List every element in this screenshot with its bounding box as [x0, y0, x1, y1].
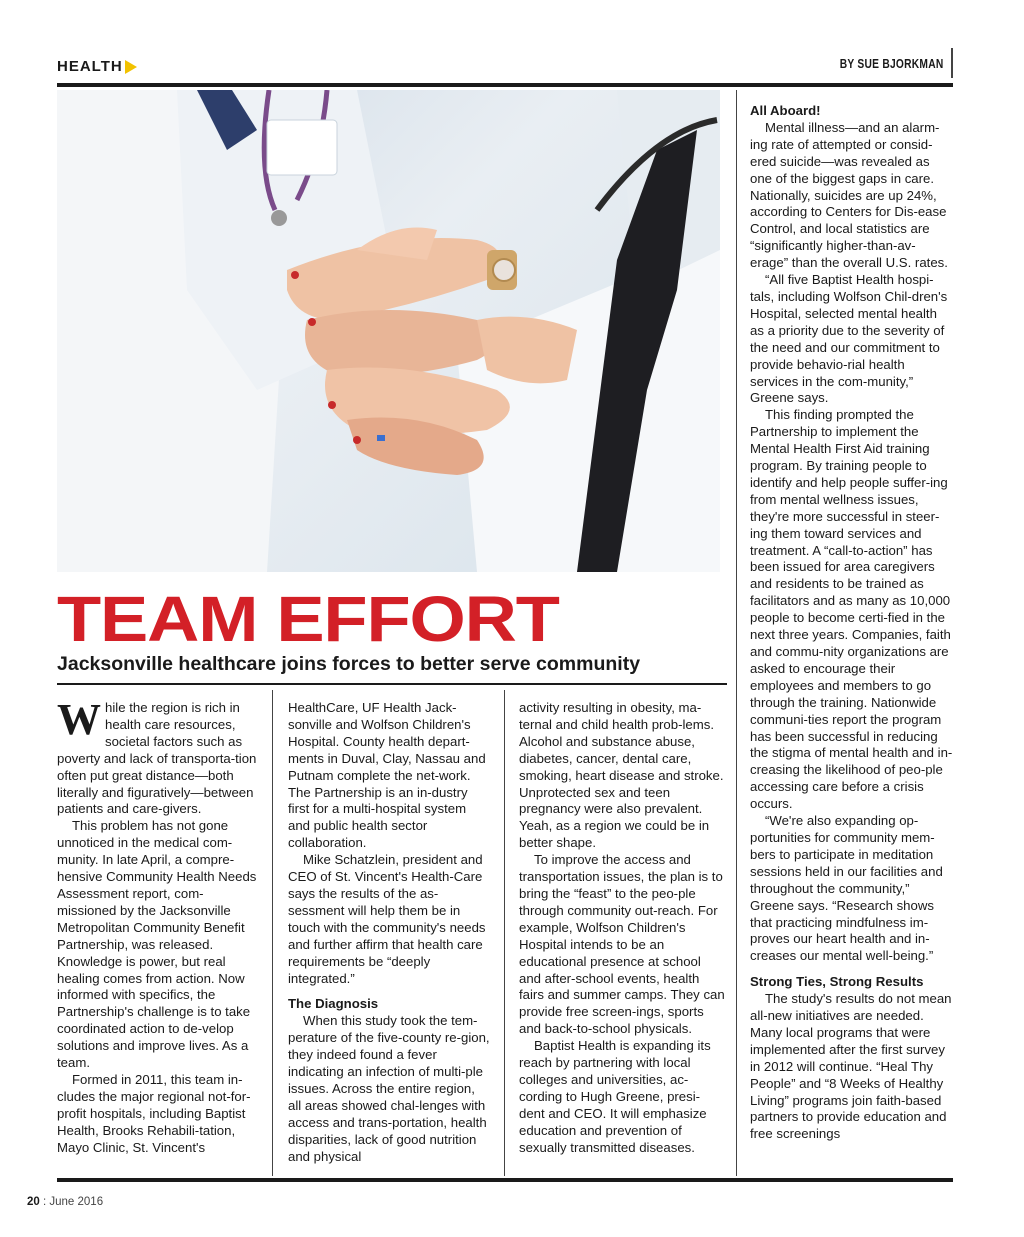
column-divider — [272, 690, 273, 1176]
article-column-4 — [750, 103, 953, 1143]
column-divider — [736, 90, 737, 1176]
paragraph: “We're also expanding op-portunities for community mem-bers to participate in meditation sessions held in our facilities and throughout the community,” Greene says. “Research shows that practicing mindfulness im-proves our heart health and in-creases our mental well-being.” — [750, 813, 943, 964]
paragraph: Formed in 2011, this team in-cludes the major regional not-for-profit hospitals, including Baptist Health, Brooks Rehabili-tation, Mayo Clinic, St. Vincent's — [57, 1071, 251, 1155]
byline-divider — [951, 48, 953, 78]
subhead-strong-ties: Strong Ties, Strong Results — [750, 974, 924, 990]
paragraph: Mental illness—and an alarm-ing rate of attempted or consid-ered suicide—was revealed as one of the biggest gaps in care. Nationally, suicides are up 24%, according to Centers for Dis-ease Control, and local statistics are “significantly higher-than-av-erage” than the overall U.S. rates. — [750, 119, 948, 271]
issue-date: : June 2016 — [39, 1196, 104, 1208]
top-rule — [57, 83, 953, 87]
paragraph-text: hile the region is rich in health care resources, societal factors such as poverty and lack of transporta-tion often put great distance—both literally and figuratively—between patients and care-givers. — [57, 700, 257, 817]
bottom-rule — [57, 1178, 953, 1182]
paragraph: activity resulting in obesity, ma-ternal and child health prob-lems. Alcohol and substance abuse, diabetes, cancer, dental care, smoking, heart disease and stroke. Unprotected sex and teen pregnancy were also prevalent. Yeah, as a region we could be in better shape. — [519, 700, 724, 851]
paragraph: When this study took the tem-perature of the five-county re-gion, they indeed found a fever indicating an infection of multi-ple issues. Across the entire region, all areas showed chal-lenges with access and trans-portation, health disparities, lack of good nutrition and physical — [288, 1013, 490, 1164]
hands-together-photo — [57, 90, 720, 572]
paragraph: Mike Schatzlein, president and CEO of St. Vincent's Health-Care says the results of the as-sessment will help them be in touch with the community's needs and further affirm that health care requirements be “deeply integrated.” — [288, 852, 486, 986]
paragraph: HealthCare, UF Health Jack-sonville and Wolfson Children's Hospital. County health depart-ments in Duval, Clay, Nassau and Putnam complete the net-work. The Partnership is an in-dustry first for a multi-hospital system and public health sector collaboration. — [288, 700, 486, 851]
paragraph: Baptist Health is expanding its reach by partnering with local colleges and universities, ac-cording to Hugh Greene, presi-dent and CEO. It will emphasize education and prevention of sexually transmitted diseases. — [519, 1038, 711, 1155]
deck: Jacksonville healthcare joins forces to better serve community — [57, 653, 641, 675]
article-column-3 — [519, 700, 725, 1156]
dropcap: W — [57, 695, 101, 744]
column-divider — [504, 690, 505, 1176]
folio — [27, 1196, 103, 1208]
subhead-diagnosis: The Diagnosis — [288, 996, 379, 1012]
deck-rule — [57, 683, 727, 685]
section-arrow-icon — [125, 60, 137, 74]
paragraph: To improve the access and transportation issues, the plan is to bring the “feast” to the peo-ple through community out-reach. For example, Wolfson Children's Hospital intends to be an educational presence at school and after-school events, health fairs and summer camps. They can provide free screen-ings, sports and back-to-school physicals. — [519, 852, 725, 1037]
page-number: 20 — [27, 1196, 40, 1208]
paragraph: The study's results do not mean all-new initiatives are needed. Many local programs that were implemented after the first survey in 2012 will continue. “Heal Thy People” and “8 Weeks of Healthy Living” programs join faith-based partners to provide education and free screenings — [750, 991, 952, 1142]
section-label: HEALTH — [57, 58, 123, 75]
lead-paragraph — [57, 695, 257, 818]
article-column-1 — [57, 695, 257, 1156]
paragraph: This finding prompted the Partnership to implement the Mental Health First Aid training program. By training people to identify and help people suffer-ing from mental wellness issues, they're more successful in steer-ing them toward services and treatment. A “call-to-action” has been issued for area caregivers and residents to be trained as facilitators and as many as 10,000 people to become certi-fied in the next three years. Companies, faith and commu-nity organizations are asked to encourage their employees and members to go through the training. Nationwide communi-ties report the program has been successful in reducing the stigma of mental health and in-creasing the likelihood of peo-ple accessing care before a crisis occurs. — [750, 407, 953, 812]
subhead-all-aboard: All Aboard! — [750, 103, 821, 118]
paragraph: “All five Baptist Health hospi-tals, including Wolfson Chil-dren's Hospital, selected mental health as a priority due to the severity of the need and our commitment to provide behavio-rial health services in the com-munity,” Greene says. — [750, 272, 948, 406]
article-column-2 — [288, 700, 490, 1165]
paragraph: This problem has not gone unnoticed in the medical com-munity. In late April, a compre-hensive Community Health Needs Assessment report, com-missioned by the Jacksonville Metropolitan Community Benefit Partnership, was released. Knowledge is power, but real healing comes from action. Now informed with specifics, the Partnership's challenge is to take coordinated action to de-velop solutions and improve lives. As a team. — [57, 818, 257, 1071]
byline: BY SUE BJORKMAN — [840, 57, 944, 71]
headline: TEAM EFFORT — [57, 583, 559, 655]
hands-together-illustration — [57, 90, 720, 572]
